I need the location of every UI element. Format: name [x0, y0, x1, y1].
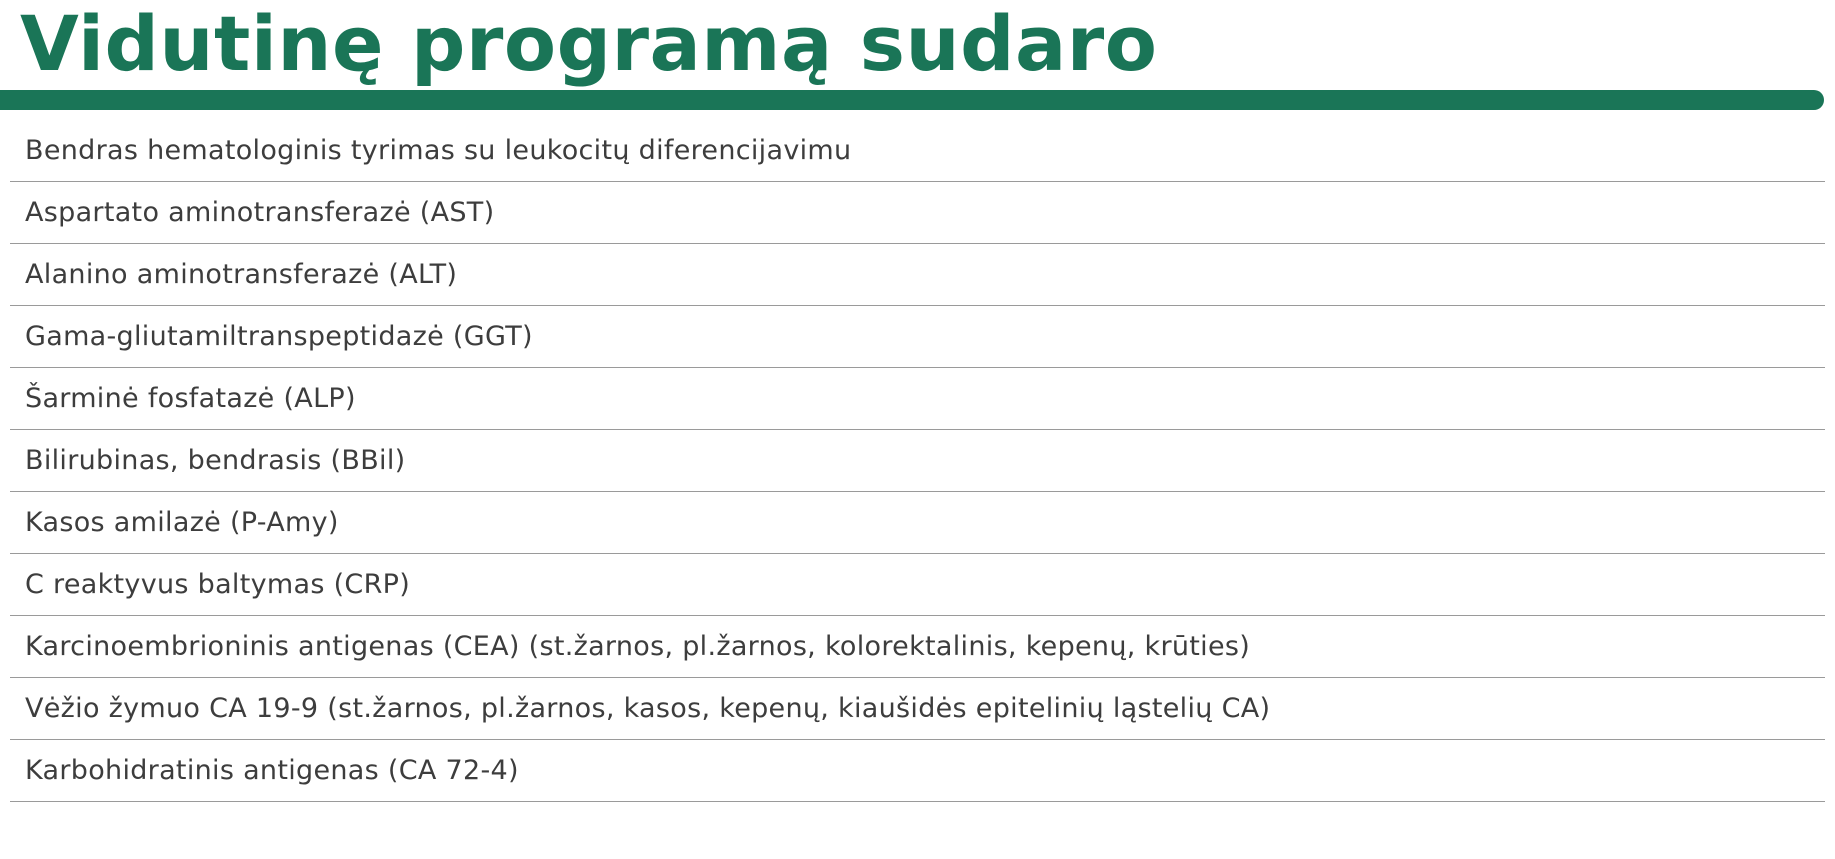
list-item [10, 244, 1825, 306]
list-item-label: C reaktyvus baltymas (CRP) [25, 569, 411, 600]
list-item [10, 430, 1825, 492]
list-item [10, 306, 1825, 368]
test-list [10, 120, 1825, 802]
list-item-label: Alanino aminotransferazė (ALT) [25, 259, 458, 290]
list-item [10, 492, 1825, 554]
list-item [10, 182, 1825, 244]
list-item-label: Karcinoembrioninis antigenas (CEA) (st.žarnos, pl.žarnos, kolorektalinis, kepenų, krūties) [25, 631, 1251, 662]
list-item [10, 368, 1825, 430]
list-item-label: Karbohidratinis antigenas (CA 72-4) [25, 755, 519, 786]
list-item [10, 616, 1825, 678]
list-item [10, 740, 1825, 802]
list-item-label: Bendras hematologinis tyrimas su leukocitų diferencijavimu [25, 135, 852, 166]
list-item-label: Vėžio žymuo CA 19-9 (st.žarnos, pl.žarnos, kasos, kepenų, kiaušidės epitelinių ląstelių CA) [25, 693, 1271, 724]
list-item-label: Šarminė fosfatazė (ALP) [25, 383, 356, 414]
list-item-label: Aspartato aminotransferazė (AST) [25, 197, 495, 228]
list-item-label: Bilirubinas, bendrasis (BBil) [25, 445, 406, 476]
list-item [10, 678, 1825, 740]
page-title: Vidutinę programą sudaro [20, 0, 1158, 88]
list-item [10, 554, 1825, 616]
list-item [10, 120, 1825, 182]
list-item-label: Gama-gliutamiltranspeptidazė (GGT) [25, 321, 533, 352]
title-underline [0, 90, 1824, 110]
list-item-label: Kasos amilazė (P-Amy) [25, 507, 339, 538]
